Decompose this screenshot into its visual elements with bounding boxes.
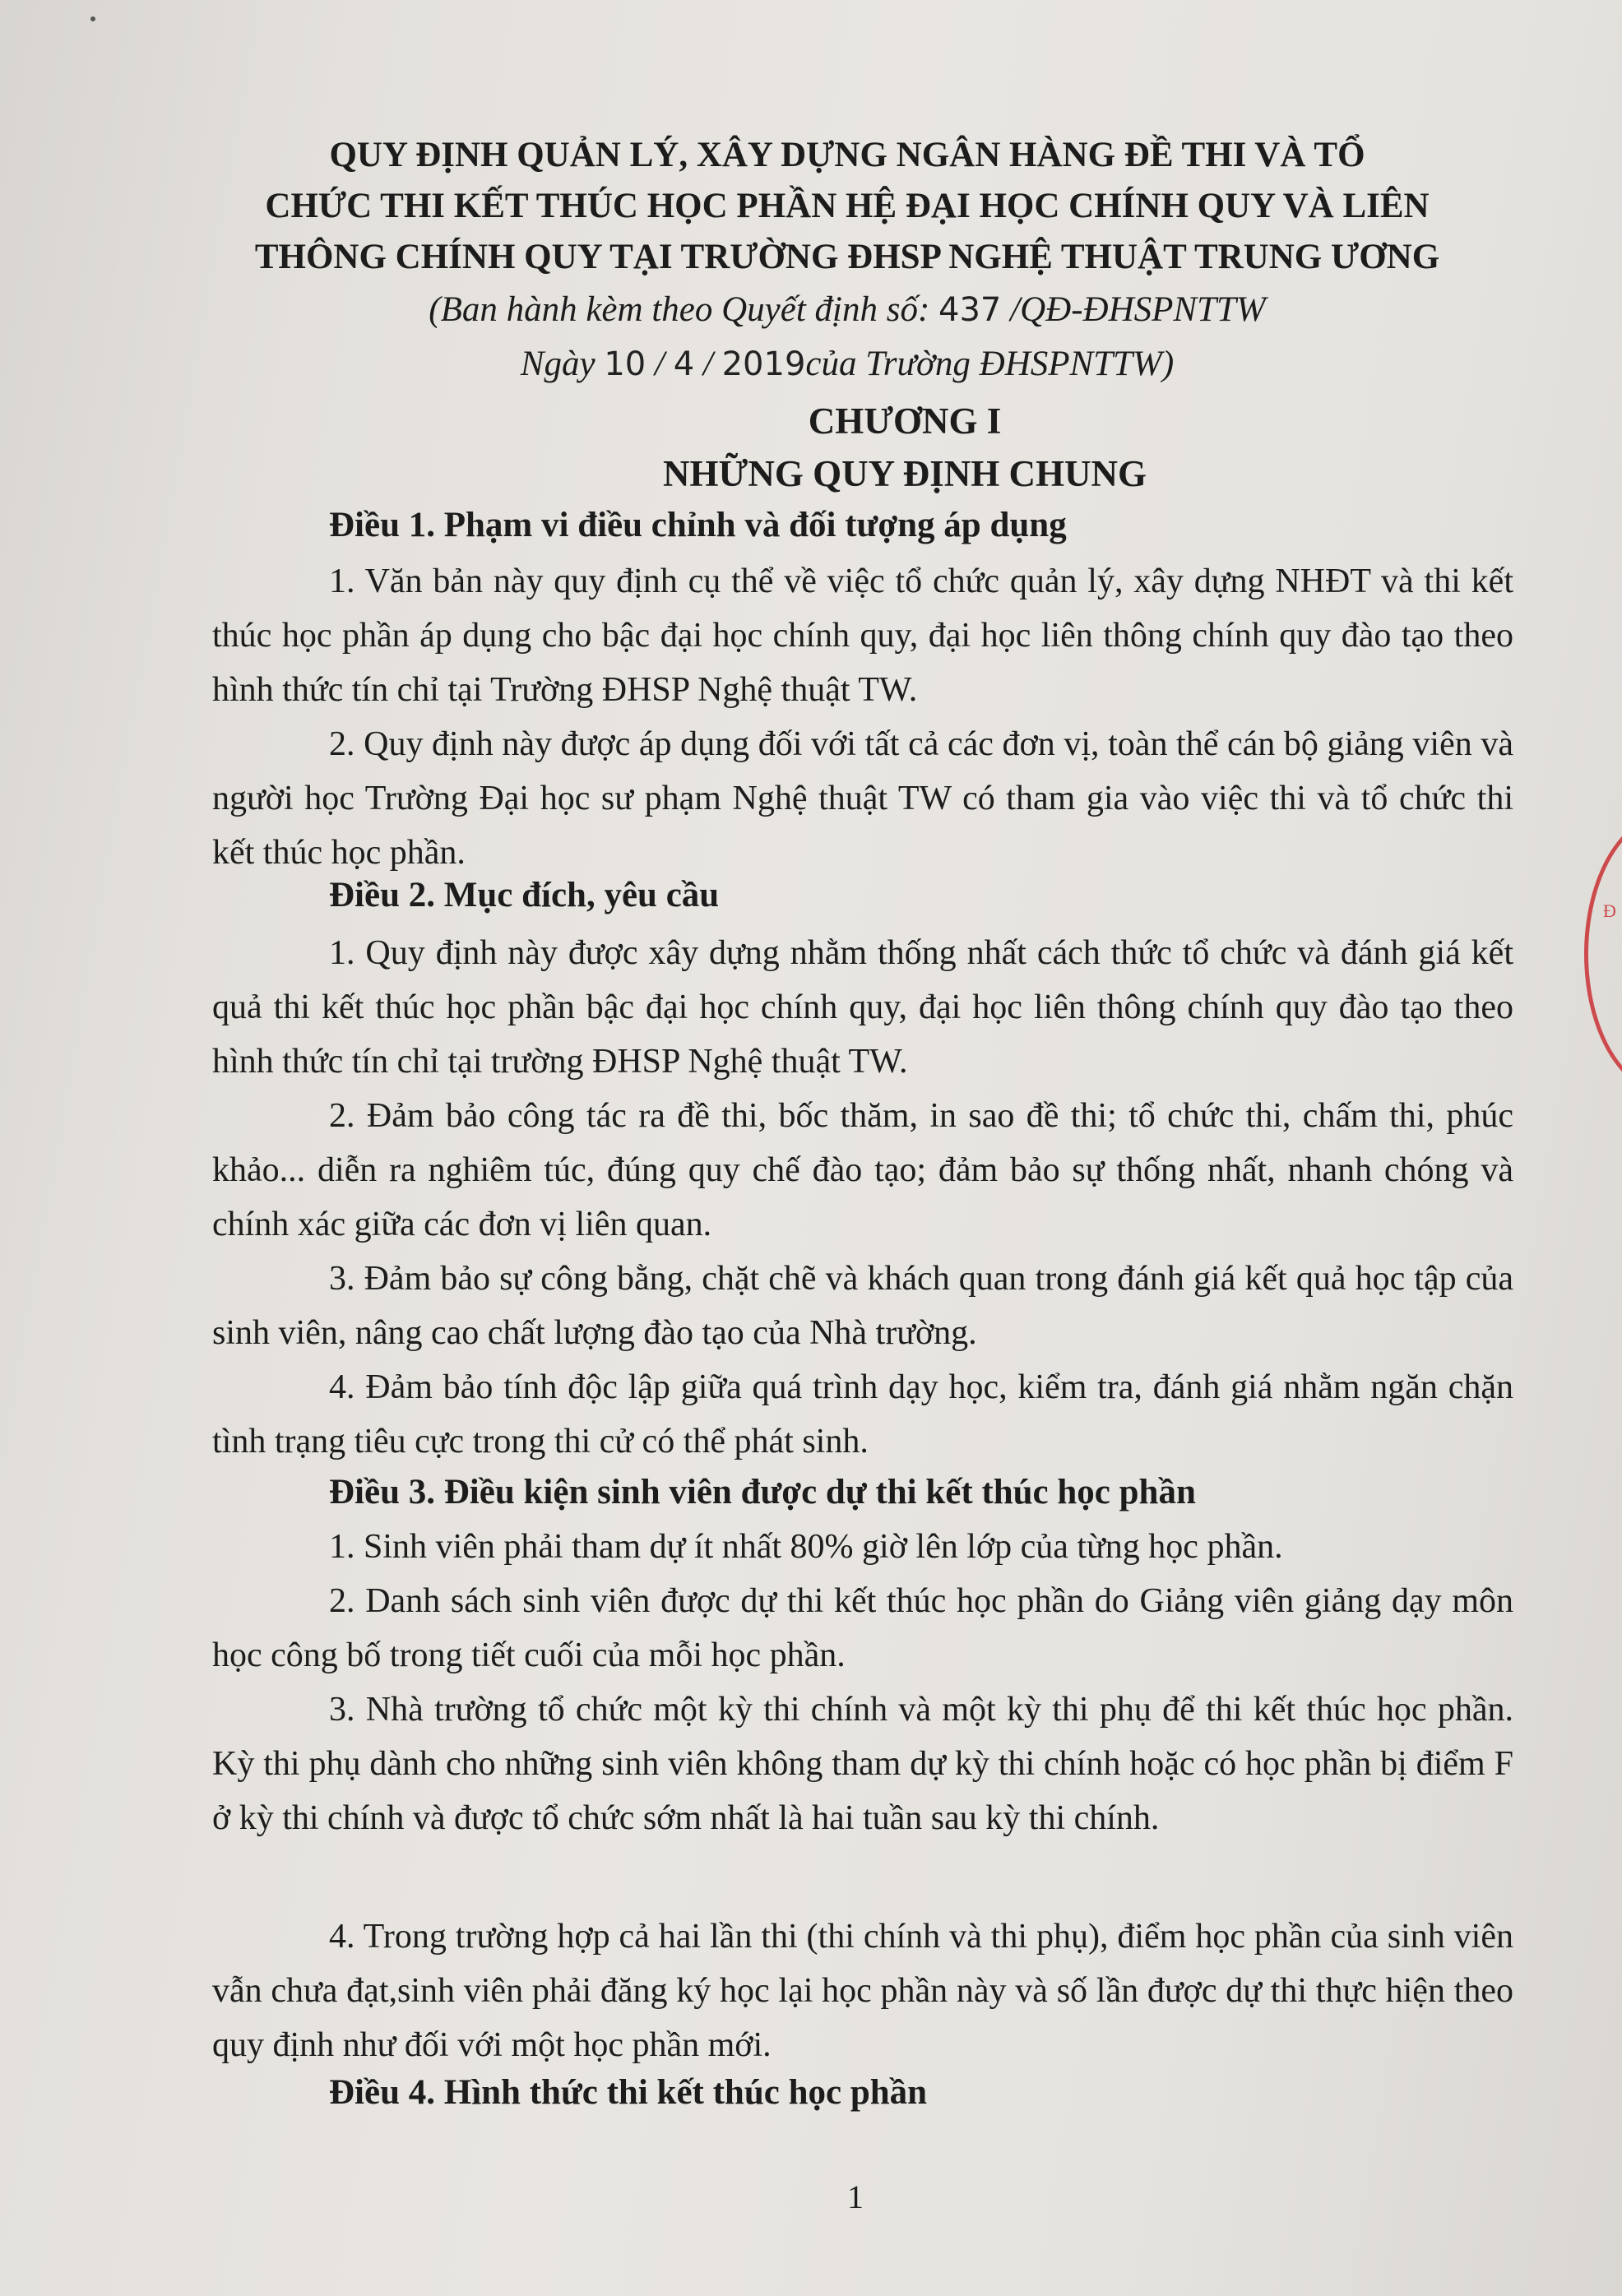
article-3-heading: Điều 3. Điều kiện sinh viên được dự thi kết thúc học phần: [329, 1473, 1196, 1511]
article-2-paragraph: 2. Đảm bảo công tác ra đề thi, bốc thăm, in sao đề thi; tổ chức thi, chấm thi, phúc khảo... diễn ra nghiêm túc, đúng quy chế đào tạo; đảm bảo sự thống nhất, nhanh chóng và chính xác giữa các đơn vị liên quan.: [212, 1097, 1513, 1243]
decision-number: 437: [938, 291, 1002, 329]
issued-by-line: [206, 289, 1489, 330]
article-2-heading: Điều 2. Mục đích, yêu cầu: [329, 876, 720, 914]
issued-month: 4: [673, 345, 695, 383]
article-1-heading: Điều 1. Phạm vi điều chỉnh và đối tượng áp dụng: [329, 506, 1067, 544]
date-prefix: Ngày: [520, 345, 596, 383]
article-2-paragraph: 1. Quy định này được xây dựng nhằm thống nhất cách thức tổ chức và đánh giá kết quả thi kết thúc học phần bậc đại học chính quy, đại học liên thông chính quy đào tạo theo hình thức tín chỉ tại trường ĐHSP Nghệ thuật TW.: [212, 934, 1513, 1081]
issued-year: 2019: [721, 345, 806, 383]
chapter-title: NHỮNG QUY ĐỊNH CHUNG: [663, 453, 1147, 494]
chapter-label: CHƯƠNG I: [808, 400, 1002, 442]
article-2-paragraph: 4. Đảm bảo tính độc lập giữa quá trình dạy học, kiểm tra, đánh giá nhằm ngăn chặn tình trạng tiêu cực trong thi cử có thể phát sinh.: [212, 1368, 1513, 1460]
article-3-paragraph: 2. Danh sách sinh viên được dự thi kết thúc học phần do Giảng viên giảng dạy môn học công bố trong tiết cuối của mỗi học phần.: [212, 1582, 1513, 1674]
article-4-heading: Điều 4. Hình thức thi kết thúc học phần: [329, 2073, 928, 2112]
title-line: THÔNG CHÍNH QUY TẠI TRƯỜNG ĐHSP NGHỆ THUẬT TRUNG ƯƠNG: [254, 238, 1440, 276]
page-number: 1: [847, 2178, 864, 2215]
article-1-paragraph: 2. Quy định này được áp dụng đối với tất cả các đơn vị, toàn thể cán bộ giảng viên và người học Trường Đại học sư phạm Nghệ thuật TW có tham gia vào việc thi và tổ chức thi kết thúc học phần.: [212, 725, 1513, 872]
title-line: CHỨC THI KẾT THÚC HỌC PHẦN HỆ ĐẠI HỌC CHÍNH QUY VÀ LIÊN: [265, 187, 1430, 225]
scan-speck: [90, 16, 95, 21]
article-3-paragraph: 4. Trong trường hợp cả hai lần thi (thi chính và thi phụ), điểm học phần của sinh viên vẫn chưa đạt,sinh viên phải đăng ký học lại học phần này và số lần được dự thi thực hiện theo quy định như đối với một học phần mới.: [212, 1918, 1513, 2064]
red-seal-stamp: [1584, 814, 1622, 1094]
issued-prefix: (Ban hành kèm theo Quyết định số:: [429, 290, 930, 329]
article-3-paragraph: 3. Nhà trường tổ chức một kỳ thi chính và một kỳ thi phụ để thi kết thúc học phần. Kỳ thi phụ dành cho những sinh viên không tham dự kỳ thi chính hoặc có học phần bị điểm F ở kỳ thi chính và được tổ chức sớm nhất là hai tuần sau kỳ thi chính.: [212, 1691, 1513, 1837]
issued-suffix: /QĐ-ĐHSPNTTW: [1010, 290, 1266, 329]
stamp-fragment: Đ: [1603, 900, 1616, 921]
article-2-paragraph: 3. Đảm bảo sự công bằng, chặt chẽ và khách quan trong đánh giá kết quả học tập của sinh viên, nâng cao chất lượng đào tạo của Nhà trường.: [212, 1260, 1513, 1352]
date-suffix: của Trường ĐHSPNTTW): [805, 345, 1175, 383]
issued-day: 10: [604, 345, 646, 383]
issued-date-line: Ngày 10 / 4 / 2019của Trường ĐHSPNTTW): [520, 345, 1175, 383]
document-title: [206, 130, 1489, 283]
article-3-paragraph: 1. Sinh viên phải tham dự ít nhất 80% giờ lên lớp của từng học phần.: [329, 1528, 1283, 1566]
title-line: QUY ĐỊNH QUẢN LÝ, XÂY DỰNG NGÂN HÀNG ĐỀ THI VÀ TỔ: [329, 136, 1365, 174]
article-1-paragraph: 1. Văn bản này quy định cụ thể về việc tổ chức quản lý, xây dựng NHĐT và thi kết thúc học phần áp dụng cho bậc đại học chính quy, đại học liên thông chính quy đào tạo theo hình thức tín chỉ tại Trường ĐHSP Nghệ thuật TW.: [212, 562, 1513, 709]
